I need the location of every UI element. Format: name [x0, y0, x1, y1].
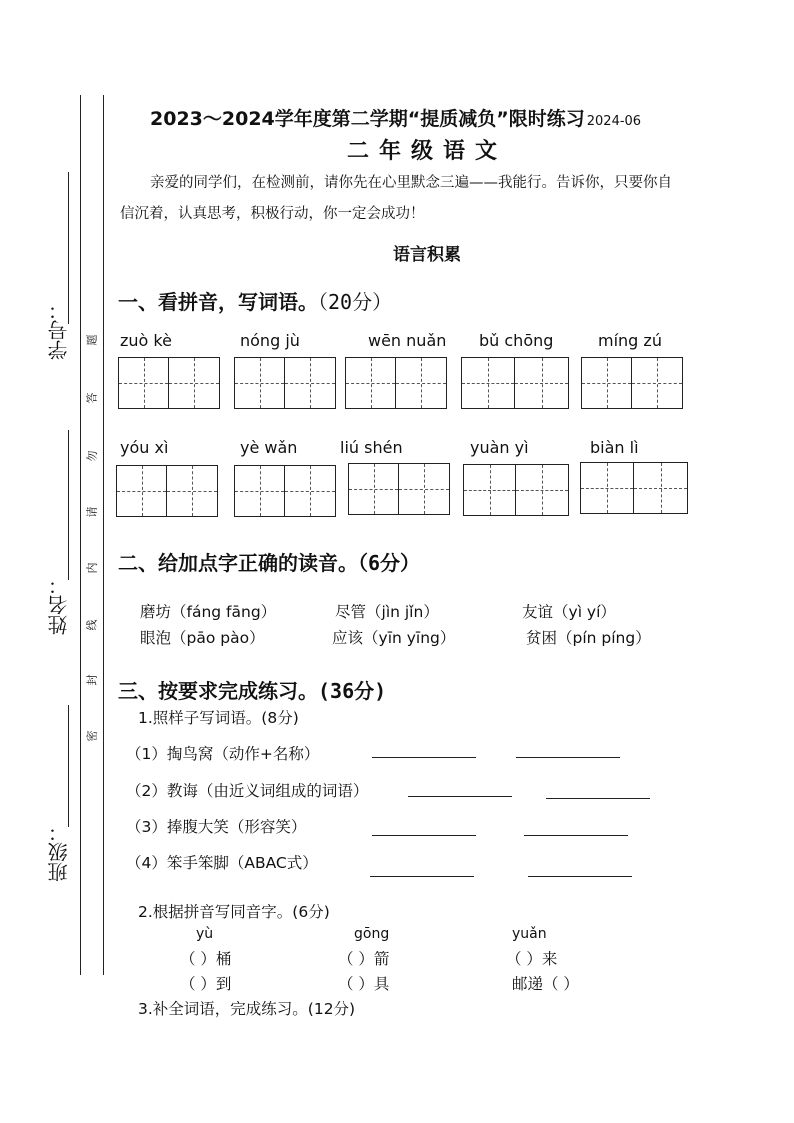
intro-paragraph: 亲爱的同学们，在检测前，请你先在心里默念三遍——我能行。告诉你，只要你自信沉着，认真思考，积极行动，你一定会成功！	[120, 175, 672, 222]
q3-heading: 三、按要求完成练习。(36分)	[118, 679, 387, 703]
exercise-line: （3）捧腹大笑（形容笑）	[126, 818, 307, 836]
homophone-blank[interactable]: （ ）箭	[338, 950, 390, 968]
answer-blank[interactable]	[546, 778, 650, 799]
reading-word: 友谊	[522, 603, 554, 621]
pinyin-label: míng zú	[598, 331, 662, 350]
q3-sub2: 2.根据拼音写同音字。(6分)	[138, 903, 330, 921]
class-label: 班级：	[47, 822, 71, 882]
answer-blank[interactable]	[372, 815, 476, 836]
reading-options[interactable]: （yīn yīng）	[363, 629, 456, 647]
pinyin-label: yóu xì	[120, 438, 169, 457]
homophone-blank[interactable]: （ ）到	[180, 975, 232, 993]
writing-box[interactable]	[345, 357, 447, 409]
student-id-label: 学号：	[47, 300, 71, 360]
reading-word: 尽管	[335, 603, 367, 621]
class-underline[interactable]	[68, 705, 69, 827]
reading-word: 贫困	[526, 629, 558, 647]
binding-line-outer	[103, 95, 104, 975]
homophone-pinyin: yù	[196, 926, 214, 942]
pinyin-label: liú shén	[340, 438, 403, 457]
exercise-line: （4）笨手笨脚（ABAC式）	[126, 854, 318, 872]
pinyin-label: yè wǎn	[240, 438, 298, 457]
reading-item	[522, 600, 616, 622]
seal-char: 封	[85, 674, 99, 686]
reading-item	[140, 600, 276, 622]
writing-box[interactable]	[580, 462, 688, 514]
homophone-pinyin: gōng	[354, 926, 390, 942]
q3-sub1: 1.照样子写词语。(8分)	[138, 709, 299, 727]
answer-blank[interactable]	[528, 856, 632, 877]
q2-heading: 二、给加点字正确的读音。（6分）	[118, 551, 421, 575]
pinyin-label: yuàn yì	[470, 438, 529, 457]
reading-options[interactable]: （pín píng）	[557, 629, 651, 647]
exam-title-text: 2023～2024学年度第二学期“提质减负”限时练习	[150, 108, 585, 130]
writing-box[interactable]	[234, 465, 336, 517]
q1-heading	[118, 286, 392, 315]
pinyin-label: zuò kè	[120, 331, 172, 350]
reading-options[interactable]: （yì yí）	[553, 603, 616, 621]
homophone-blank[interactable]: （ ）具	[338, 975, 390, 993]
reading-options[interactable]: （jìn jǐn）	[366, 603, 439, 621]
seal-char: 线	[85, 619, 99, 631]
homophone-blank[interactable]: （ ）来	[506, 950, 558, 968]
reading-item	[526, 626, 651, 648]
exam-subtitle: 二年级语文	[346, 139, 507, 164]
reading-options[interactable]: （fáng fāng）	[171, 603, 277, 621]
reading-item	[335, 600, 439, 622]
seal-char: 勿	[85, 450, 99, 462]
reading-word: 应该	[332, 629, 364, 647]
section-title: 语言积累	[393, 245, 461, 265]
seal-char: 题	[85, 334, 99, 346]
pinyin-label: wēn nuǎn	[368, 331, 447, 350]
homophone-blank[interactable]: 邮递（ ）	[512, 975, 579, 993]
homophone-blank[interactable]: （ ）桶	[180, 950, 232, 968]
reading-word: 磨坊	[140, 603, 172, 621]
seal-char: 请	[85, 506, 99, 518]
name-label: 姓名：	[47, 575, 71, 635]
writing-box[interactable]	[463, 464, 569, 516]
writing-box[interactable]	[348, 463, 450, 515]
seal-char: 密	[85, 730, 99, 742]
writing-box[interactable]	[116, 465, 218, 517]
answer-blank[interactable]	[408, 776, 512, 797]
writing-box[interactable]	[234, 357, 336, 409]
answer-blank[interactable]	[370, 856, 474, 877]
writing-box[interactable]	[461, 357, 569, 409]
seal-char: 内	[85, 562, 99, 574]
reading-options[interactable]: （pāo pào）	[171, 629, 265, 647]
q3-sub3: 3.补全词语，完成练习。(12分)	[138, 1000, 356, 1018]
writing-box[interactable]	[581, 357, 683, 409]
exam-title	[150, 104, 641, 131]
homophone-pinyin: yuǎn	[512, 926, 547, 942]
pinyin-label: bǔ chōng	[479, 331, 554, 350]
exercise-line: （2）教诲（由近义词组成的词语）	[126, 782, 369, 800]
reading-word: 眼泡	[140, 629, 172, 647]
writing-box[interactable]	[118, 357, 220, 409]
answer-blank[interactable]	[372, 737, 476, 758]
binding-line-inner	[80, 95, 81, 975]
exercise-line: （1）掏鸟窝（动作+名称）	[126, 745, 320, 763]
answer-blank[interactable]	[524, 815, 628, 836]
reading-item	[140, 626, 265, 648]
seal-char: 答	[85, 392, 99, 404]
answer-blank[interactable]	[516, 737, 620, 758]
q1-heading-text: 一、看拼音，写词语。	[118, 290, 318, 314]
name-underline[interactable]	[68, 430, 69, 580]
pinyin-label: biàn lì	[590, 438, 639, 457]
reading-item	[332, 626, 455, 648]
pinyin-label: nóng jù	[240, 331, 300, 350]
exam-date: 2024-06	[586, 114, 642, 129]
q1-points: （20分）	[318, 290, 393, 314]
